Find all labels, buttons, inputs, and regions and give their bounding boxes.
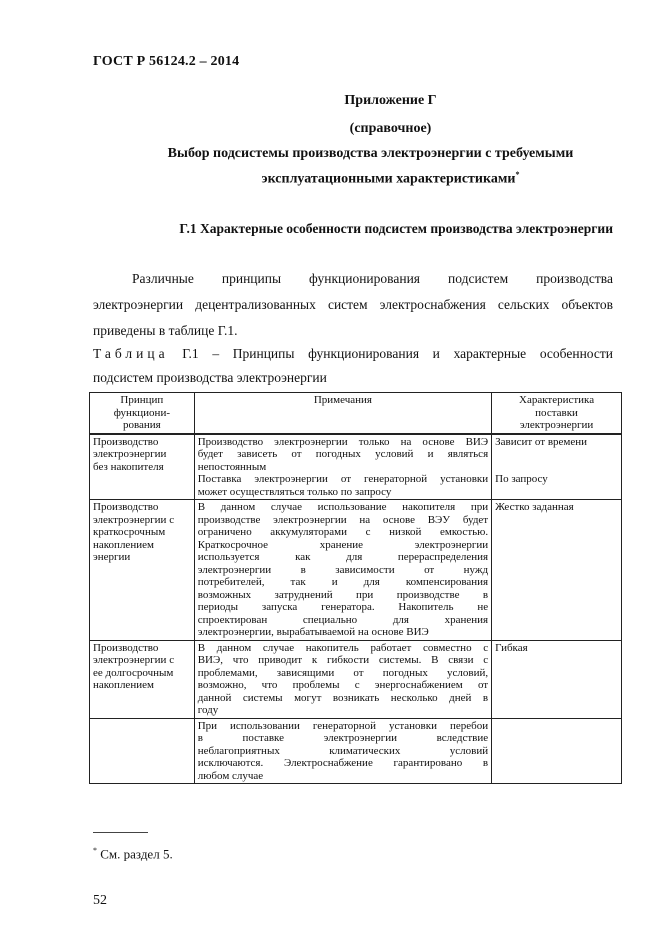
appendix-title-line2 <box>60 170 661 188</box>
cell-line: Краткосрочное хранение электроэнергии <box>197 538 489 551</box>
cell-notes <box>194 434 491 500</box>
intro-paragraph <box>93 266 613 344</box>
cell-line: накоплением <box>93 538 154 551</box>
cell-line: электроэнергии, вырабатываемой на основе ВИЭ <box>197 626 429 638</box>
footnote-marker: * <box>515 170 520 179</box>
cell-line: При использовании генераторной установки перебои <box>197 719 489 732</box>
cell-line: данной системы могут возникать несколько дней в <box>197 691 489 704</box>
appendix-reference: (справочное) <box>349 121 432 136</box>
cell-line: электроэнергии с <box>93 513 175 526</box>
paragraph-line: приведены в таблице Г.1. <box>93 323 238 338</box>
table-caption <box>93 342 613 390</box>
cell-supply <box>492 434 622 500</box>
cell-line: В данном случае использование накопителя при <box>197 501 489 513</box>
cell-line: электроэнергии с <box>93 654 175 666</box>
table-row <box>90 434 622 500</box>
cell-line: накоплением <box>93 679 154 691</box>
cell-line: производстве электроэнергии на основе ВЭУ будет <box>197 513 489 526</box>
table-header-row <box>90 393 622 434</box>
cell-principle <box>90 434 195 500</box>
cell-supply <box>492 718 622 784</box>
footnote <box>93 846 173 862</box>
header-supply <box>492 393 622 434</box>
cell-line: В данном случае накопитель работает совместно с <box>197 641 489 654</box>
cell-line: используется как для перераспределения <box>197 551 489 563</box>
cell-line: спроектирован специально для хранения <box>197 613 489 626</box>
cell-line: Гибкая <box>495 641 528 654</box>
cell-line: функциони- <box>113 406 170 419</box>
cell-line: потребителей, так и для компенсирования <box>197 576 489 588</box>
cell-line: периоды запуска генератора. Накопитель не <box>197 601 489 613</box>
cell-line: электроэнергии <box>93 448 167 460</box>
table-row <box>90 640 622 718</box>
cell-notes <box>194 640 491 718</box>
cell-line: Характеристика <box>519 394 595 406</box>
appendix-title-line1: Выбор подсистемы производства электроэнергии с требуемыми <box>167 146 574 161</box>
cell-line: Производство электроэнергии только на основе ВИЭ <box>197 435 489 448</box>
caption-text: Г.1 – Принципы функционирования и характерные особенности <box>168 346 613 361</box>
principles-table <box>89 392 622 784</box>
cell-line: без накопителя <box>93 460 164 473</box>
paragraph-line: Различные принципы функционирования подсистем производства <box>132 271 613 286</box>
document-header: ГОСТ Р 56124.2 – 2014 <box>93 54 240 69</box>
cell-notes <box>194 718 491 784</box>
appendix-title-text: эксплуатационными характеристиками <box>261 171 516 187</box>
caption-line2: подсистем производства электроэнергии <box>93 370 327 385</box>
header-notes <box>194 393 491 434</box>
cell-line: в поставке электроэнергии вследствие <box>197 732 489 744</box>
cell-line: ограничено аккумуляторами с низкой емкостью. <box>197 526 489 538</box>
cell-line: возможных затруднений при производстве в <box>197 588 489 601</box>
footnote-mark: * <box>93 846 97 855</box>
cell-line: ВИЭ, что приводит к гибкости системы. В связи с <box>197 654 489 666</box>
cell-line: рования <box>122 419 161 431</box>
cell-line: Производство <box>93 501 159 513</box>
cell-line: Принцип <box>120 394 164 406</box>
cell-line: Примечания <box>313 394 372 406</box>
cell-line: может осуществляться только по запросу <box>197 485 392 498</box>
cell-line: году <box>197 704 219 716</box>
cell-line: электроэнергии <box>519 419 594 431</box>
cell-principle <box>90 640 195 718</box>
paragraph-line: электроэнергии децентрализованных систем электроснабжения сельских объектов <box>93 297 613 312</box>
cell-supply <box>492 640 622 718</box>
cell-line: поставки <box>535 406 578 419</box>
appendix-label: Приложение Г <box>344 93 437 108</box>
cell-notes <box>194 500 491 641</box>
caption-word: Таблица <box>93 346 169 361</box>
cell-line: исключаются. Электроснабжение гарантировано в <box>197 757 489 769</box>
header-principle <box>90 393 195 434</box>
cell-line: энергии <box>93 551 131 563</box>
cell-line: Поставка электроэнергии от генераторной установки <box>197 473 489 485</box>
cell-line: возможно, что проблемы с энергоснабжением от <box>197 679 489 691</box>
cell-line: электроэнергии в зависимости от нужд <box>197 563 489 576</box>
cell-line: Зависит от времени <box>495 435 588 448</box>
cell-line: любом случае <box>197 769 264 782</box>
footnote-text: См. раздел 5. <box>97 846 173 862</box>
cell-line: ее долгосрочным <box>93 666 174 679</box>
cell-line: неблагоприятных климатических условий <box>197 744 489 757</box>
cell-line: По запросу <box>495 473 548 485</box>
cell-line: проблемами, зависящими от погодных условий, <box>197 666 489 679</box>
cell-line: непостоянным <box>197 460 267 473</box>
cell-line: Производство <box>93 435 159 448</box>
cell-supply <box>492 500 622 641</box>
cell-line: Производство <box>93 641 159 654</box>
footnote-rule <box>93 832 148 833</box>
section-heading: Г.1 Характерные особенности подсистем производства электроэнергии <box>179 221 613 236</box>
cell-line: будет зависеть от погодных условий и являться <box>197 448 489 460</box>
caption-line1 <box>93 342 613 366</box>
cell-principle <box>90 500 195 641</box>
cell-principle <box>90 718 195 784</box>
table-row <box>90 718 622 784</box>
cell-line: Жестко заданная <box>495 501 574 513</box>
table-row <box>90 500 622 641</box>
page-number: 52 <box>93 893 107 908</box>
cell-line: краткосрочным <box>93 526 166 538</box>
